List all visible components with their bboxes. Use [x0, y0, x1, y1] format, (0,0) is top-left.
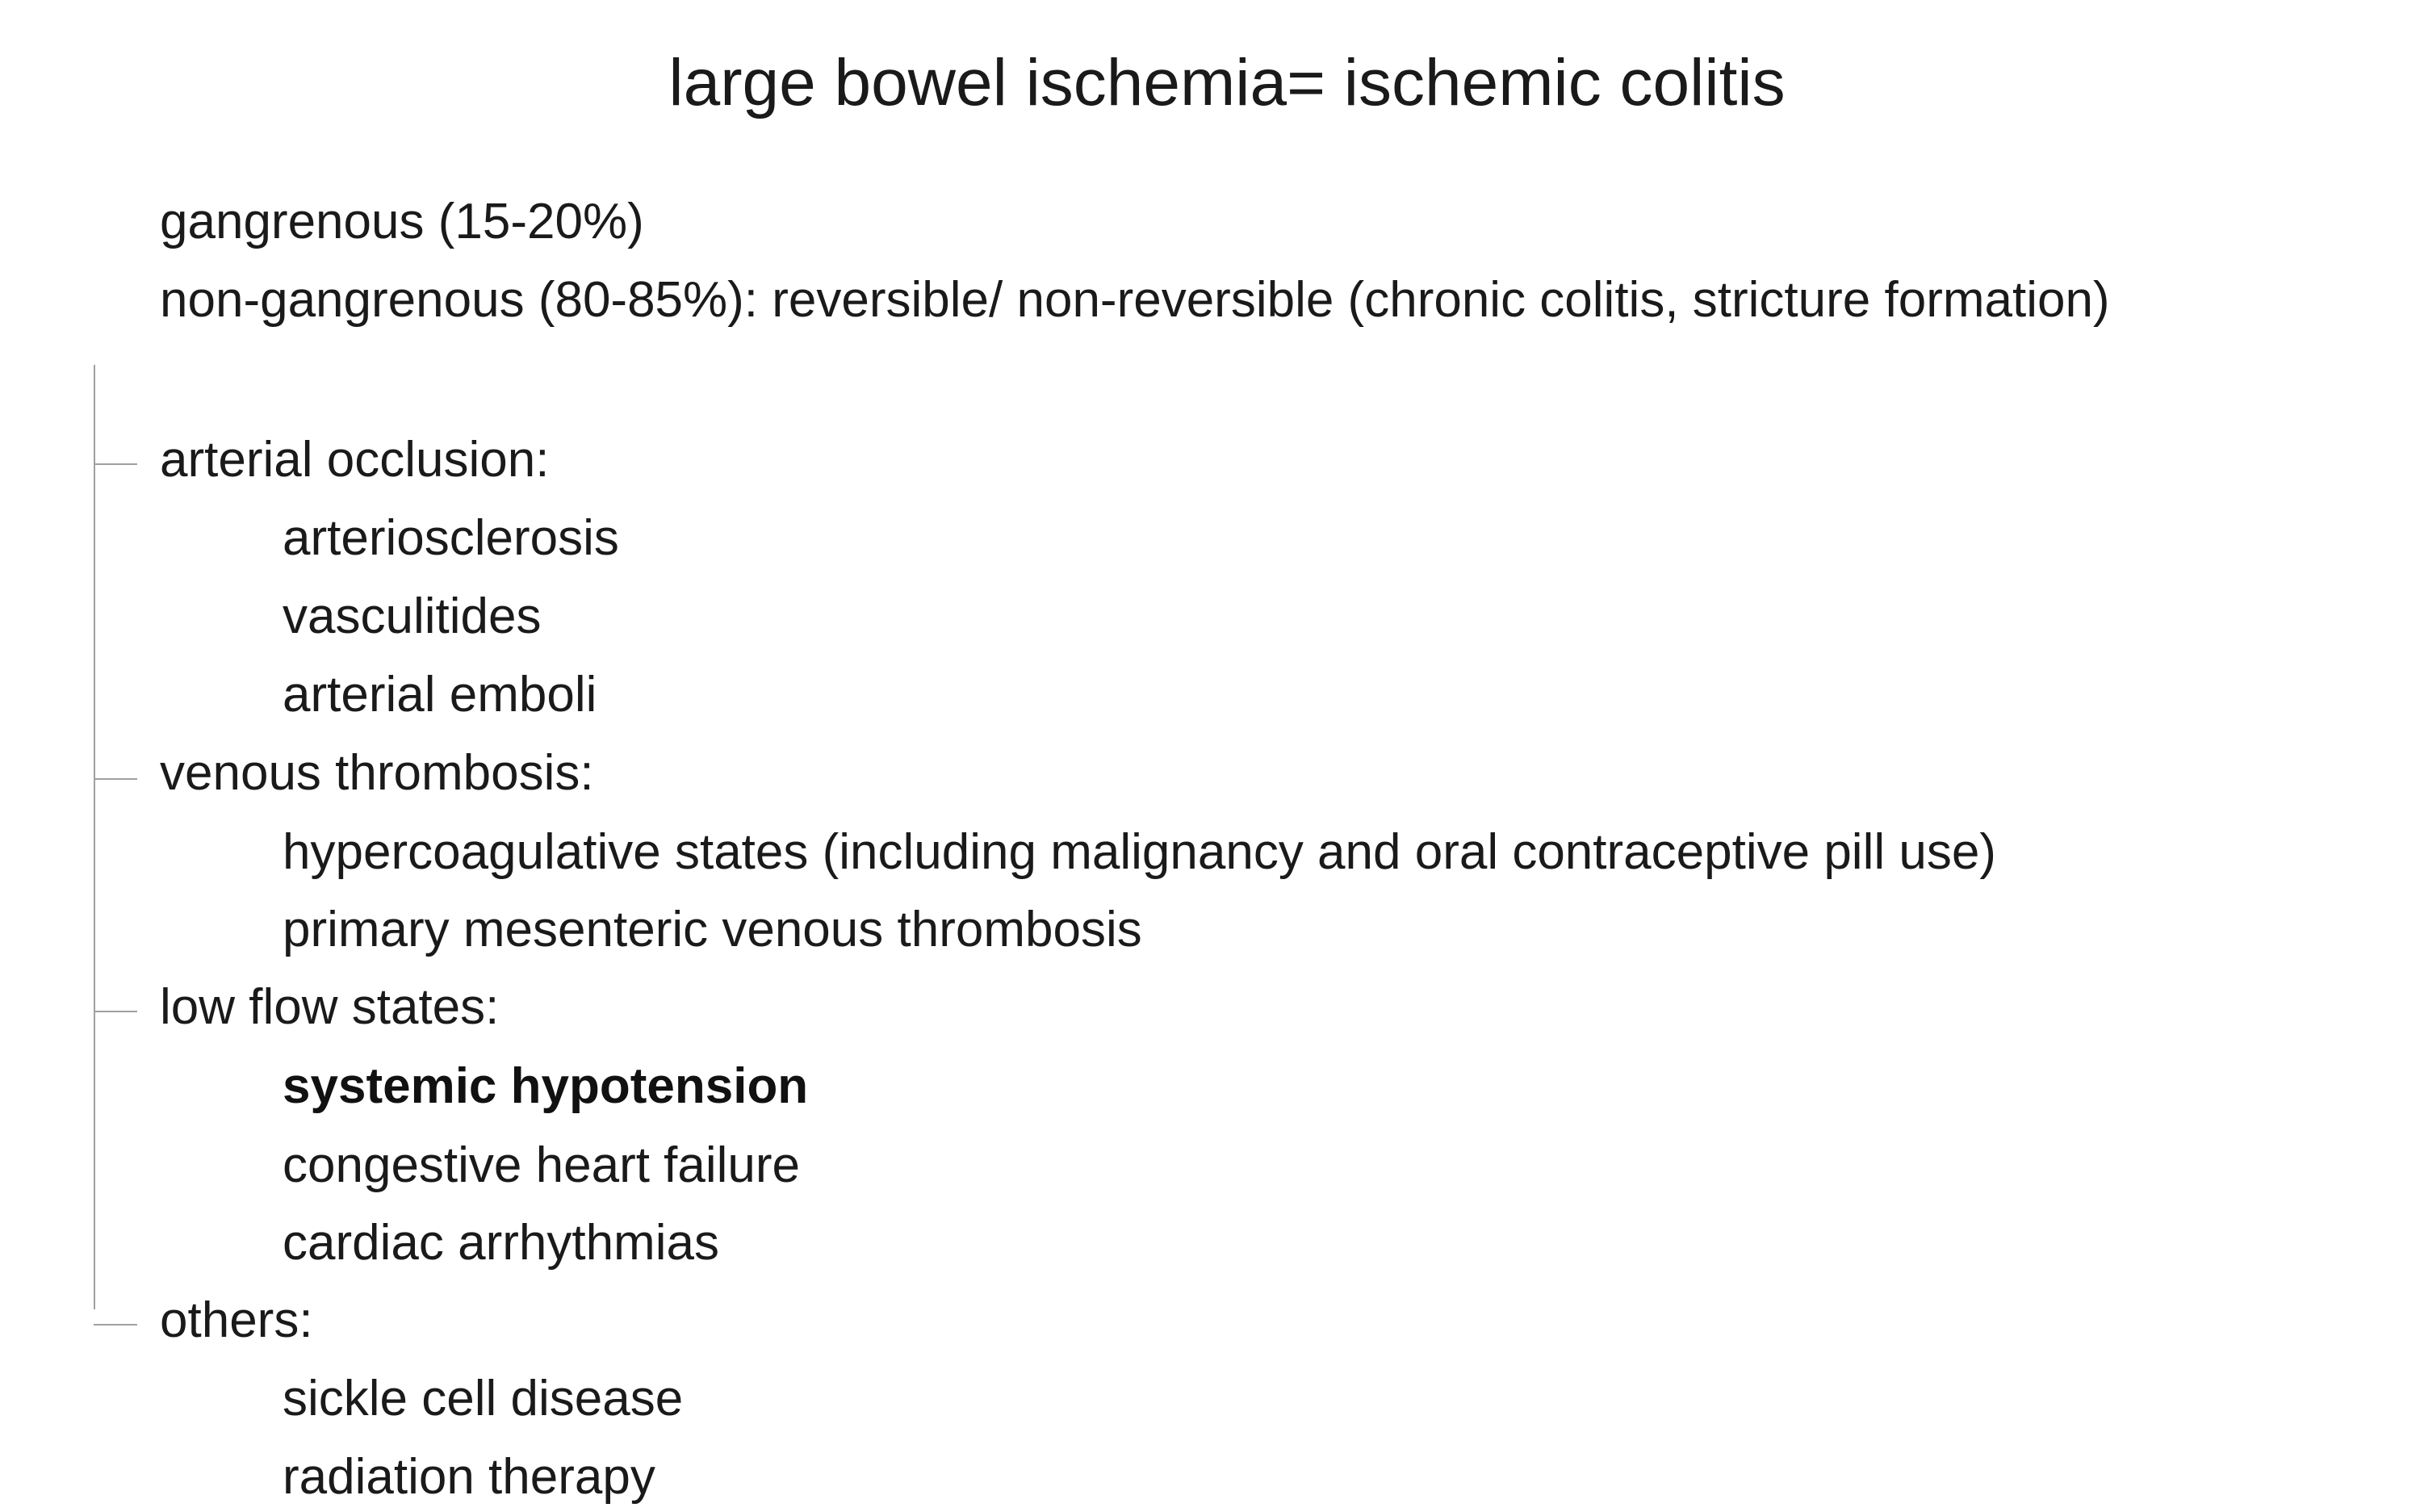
cause-heading-arterial-occlusion: arterial occlusion:	[160, 432, 550, 488]
cause-heading-low-flow-states: low flow states:	[160, 979, 500, 1035]
cause-item-vasculitides: vasculitides	[283, 588, 542, 644]
cause-item-radiation-therapy: radiation therapy	[283, 1449, 655, 1505]
cause-item-primary-mesenteric-venous-thrombosis: primary mesenteric venous thrombosis	[283, 902, 1142, 957]
cause-item-hypercoagulative-states: hypercoagulative states (including malignancy and oral contraceptive pill use)	[283, 824, 1996, 880]
cause-item-congestive-heart-failure: congestive heart failure	[283, 1137, 801, 1193]
page-title: large bowel ischemia= ischemic colitis	[668, 46, 1786, 119]
tree-connector-others	[94, 1324, 137, 1326]
summary-non-gangrenous: non-gangrenous (80-85%): reversible/ non-reversible (chronic colitis, stricture formation)	[160, 272, 2110, 328]
cause-heading-venous-thrombosis: venous thrombosis:	[160, 745, 594, 801]
tree-connector-vertical	[94, 365, 95, 1309]
cause-item-cardiac-arrhythmias: cardiac arrhythmias	[283, 1215, 719, 1271]
summary-gangrenous: gangrenous (15-20%)	[160, 194, 644, 249]
cause-item-systemic-hypotension: systemic hypotension	[283, 1058, 809, 1114]
cause-item-arteriosclerosis: arteriosclerosis	[283, 510, 619, 566]
tree-connector-venous	[94, 778, 137, 780]
tree-connector-low-flow	[94, 1011, 137, 1012]
tree-connector-arterial	[94, 463, 137, 465]
cause-item-arterial-emboli: arterial emboli	[283, 667, 597, 722]
cause-item-sickle-cell-disease: sickle cell disease	[283, 1371, 684, 1426]
cause-heading-others: others:	[160, 1292, 313, 1348]
